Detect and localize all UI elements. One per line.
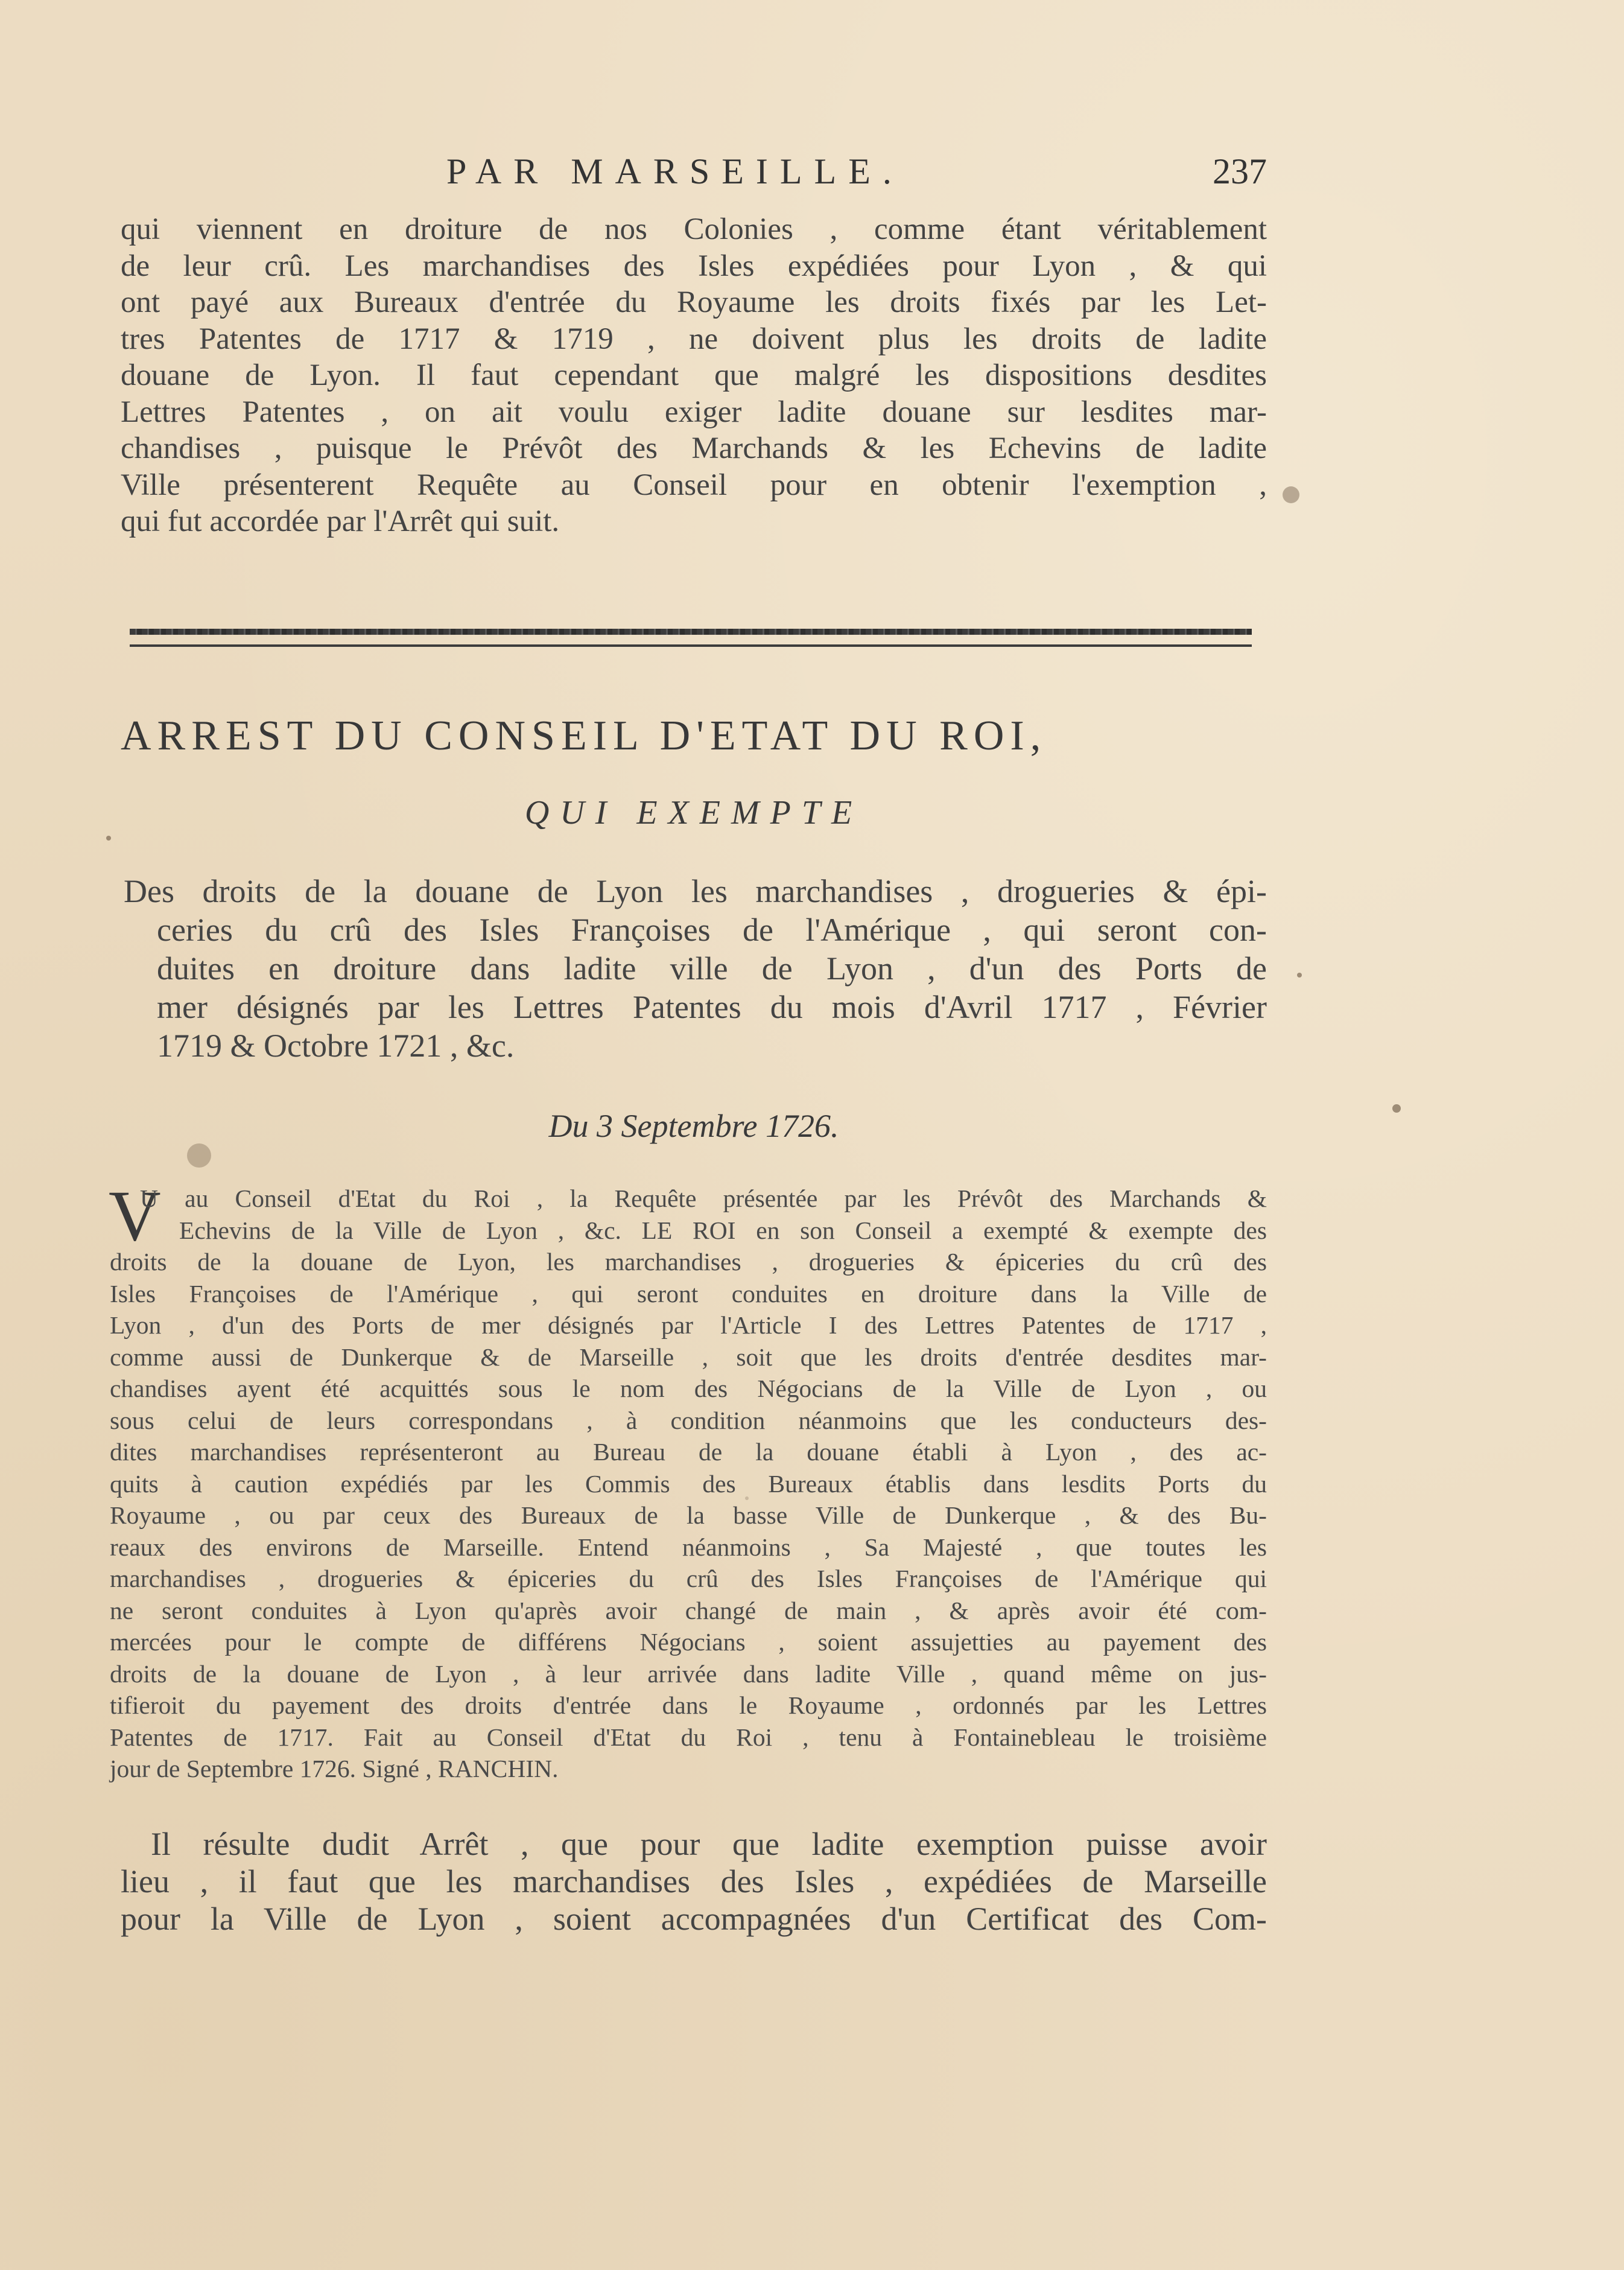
body-line: U au Conseil d'Etat du Roi , la Requête présentée par les Prévôt des Marchands & [140,1184,1267,1212]
running-head-title: PAR MARSEILLE. [446,151,904,191]
body-line: droits de la douane de Lyon , à leur arrivée dans ladite Ville , quand même on jus- [110,1659,1267,1688]
text-line: qui fut accordée par l'Arrêt qui suit. [121,504,560,538]
summary-line: ceries du crû des Isles Françoises de l'Amérique , qui seront con- [157,912,1267,948]
summary-line: mer désignés par les Lettres Patentes du mois d'Avril 1717 , Février [157,989,1267,1025]
text-line: Il résulte dudit Arrêt , que pour que ladite exemption puisse avoir [151,1826,1267,1862]
body-line: sous celui de leurs correspondans , à condition néanmoins que les conducteurs des- [110,1406,1267,1434]
closing-paragraph [121,1825,1267,1938]
body-line: ne seront conduites à Lyon qu'après avoir changé de main , & après avoir été com- [110,1596,1267,1624]
arrest-date: Du 3 Septembre 1726. [548,1108,839,1144]
body-line: chandises ayent été acquittés sous le nom des Négocians de la Ville de Lyon , ou [110,1375,1267,1402]
body-line: Patentes de 1717. Fait au Conseil d'Etat du Roi , tenu à Fontainebleau le troisième [110,1723,1267,1751]
summary-line: Des droits de la douane de Lyon les marchandises , drogueries & épi- [124,873,1267,909]
body-line: Isles Françoises de l'Amérique , qui seront conduites en droiture dans la Ville de [110,1279,1267,1308]
body-line: comme aussi de Dunkerque & de Marseille , soit que les droits d'entrée desdites mar- [110,1343,1267,1371]
body-line: tifieroit du payement des droits d'entrée dans le Royaume , ordonnés par les Lettres [110,1691,1267,1719]
summary-line: 1719 & Octobre 1721 , &c. [157,1028,515,1064]
text-line: Lettres Patentes , on ait voulu exiger ladite douane sur lesdites mar- [121,395,1267,429]
text-line: Ville présenterent Requête au Conseil pour en obtenir l'exemption , [121,468,1267,502]
body-line: reaux des environs de Marseille. Entend néanmoins , Sa Majesté , que toutes les [110,1533,1267,1561]
divider-rule [130,644,1252,647]
body-line: jour de Septembre 1726. Signé , RANCHIN. [110,1755,559,1782]
body-line: droits de la douane de Lyon, les marchandises , drogueries & épiceries du crû des [110,1248,1267,1276]
foxing-spot [187,1143,211,1168]
body-line: marchandises , drogueries & épiceries du crû des Isles Françoises de l'Amérique qui [110,1565,1267,1592]
ornamental-rule [130,629,1252,635]
body-line: Royaume , ou par ceux des Bureaux de la basse Ville de Dunkerque , & des Bu- [110,1501,1267,1529]
text-line: qui viennent en droiture de nos Colonies , comme étant véritablement [121,212,1267,246]
foxing-spot [1392,1104,1401,1113]
body-line: Lyon , d'un des Ports de mer désignés par l'Article I des Lettres Patentes de 1717 , [110,1311,1267,1339]
body-line: mercées pour le compte de différens Négocians , soient assujetties au payement des [110,1628,1267,1656]
text-line: de leur crû. Les marchandises des Isles expédiées pour Lyon , & qui [121,249,1267,283]
text-line: pour la Ville de Lyon , soient accompagnées d'un Certificat des Com- [121,1901,1267,1937]
body-line: dites marchandises représenteront au Bureau de la douane établi à Lyon , des ac- [110,1438,1267,1466]
arrest-summary [124,872,1267,1065]
text-line: ont payé aux Bureaux d'entrée du Royaume les droits fixés par les Let- [121,285,1267,319]
arrest-subtitle: QUI EXEMPTE [524,794,863,831]
intro-paragraph [121,211,1267,540]
arrest-body [109,1175,1267,1785]
text-line: douane de Lyon. Il faut cependant que malgré les dispositions desdites [121,358,1267,392]
running-head [121,151,1267,199]
body-line: Echevins de la Ville de Lyon , &c. LE ROI en son Conseil a exempté & exempte des [179,1216,1267,1244]
arrest-title: ARREST DU CONSEIL D'ETAT DU ROI, [121,713,1047,759]
body-line: quits à caution expédiés par les Commis des Bureaux établis dans lesdits Ports du [110,1469,1267,1498]
page-number: 237 [1213,151,1267,191]
drop-cap: V [109,1175,161,1256]
foxing-spot [1283,486,1299,503]
text-line: chandises , puisque le Prévôt des Marchands & les Echevins de ladite [121,431,1267,465]
text-line: lieu , il faut que les marchandises des Isles , expédiées de Marseille [121,1863,1267,1900]
text-line: tres Patentes de 1717 & 1719 , ne doivent plus les droits de ladite [121,322,1267,356]
summary-line: duites en droiture dans ladite ville de Lyon , d'un des Ports de [157,950,1267,987]
foxing-spot [106,836,111,841]
foxing-spot [1297,973,1302,978]
